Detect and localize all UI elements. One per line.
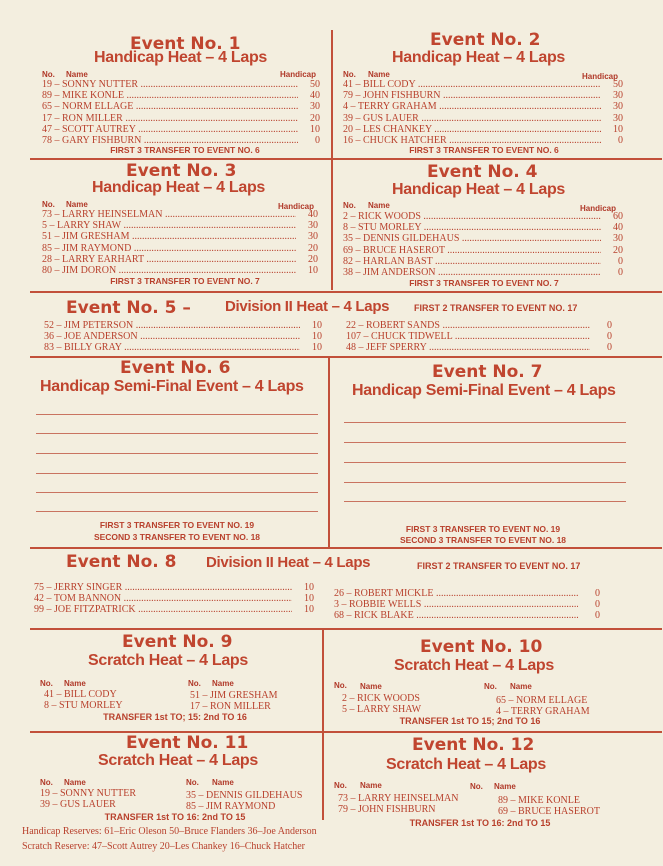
entry-name: 107 – CHUCK TIDWELL ..... (346, 331, 590, 342)
event-10-col-no: No. (334, 681, 347, 690)
event-7-title: Event No. 7 (432, 362, 543, 382)
entry-handicap: 30 (310, 101, 320, 113)
entry-handicap: 30 (308, 231, 318, 243)
entry-name: 79 – JOHN FISHBURN ..... (343, 90, 601, 101)
entry-handicap: 10 (304, 604, 314, 616)
entry-name: 39 – GUS LAUER ..... (343, 113, 601, 124)
entry-handicap: 10 (613, 123, 623, 135)
event-4-entry (343, 256, 623, 267)
entry-handicap: 30 (613, 90, 623, 102)
event-2-col-name: Name (368, 70, 390, 79)
event-2-col-no: No. (343, 70, 356, 79)
divider-1 (30, 158, 662, 160)
event-12-col-no: No. (334, 781, 347, 790)
event-8-entry (334, 610, 600, 621)
event-3-subtitle: Handicap Heat – 4 Laps (92, 179, 266, 196)
event-6-title: Event No. 6 (120, 358, 231, 378)
event-11-entry: 35 – DENNIS GILDEHAUS (186, 790, 303, 801)
entry-handicap: 20 (308, 242, 318, 254)
event-8-title: Event No. 8 (66, 552, 177, 572)
event-8-entry (334, 588, 600, 599)
entry-name: 26 – ROBERT MICKLE ..... (334, 588, 578, 599)
event-9-entry: 8 – STU MORLEY (44, 700, 123, 712)
event-4-col-no: No. (343, 201, 356, 210)
event-10-entries-right (496, 695, 590, 717)
entry-handicap: 30 (613, 112, 623, 124)
entry-handicap: 50 (310, 79, 320, 90)
entry-handicap: 10 (304, 593, 314, 605)
event-11-col-name: Name (64, 778, 86, 787)
event-12-entry: 79 – JOHN FISHBURN (338, 804, 436, 816)
event-1-subtitle: Handicap Heat – 4 Laps (94, 49, 268, 66)
event-6-blank-line-3 (36, 453, 318, 454)
event-6-subtitle: Handicap Semi-Final Event – 4 Laps (40, 378, 304, 395)
event-7-blank-line-4 (344, 482, 626, 483)
event-10-entry: 5 – LARRY SHAW (342, 704, 422, 716)
event-12-entries-right (498, 795, 600, 817)
event-9-entry: 17 – RON MILLER (190, 701, 271, 713)
event-3-entry (42, 220, 318, 231)
entry-name: 19 – SONNY NUTTER ..... (42, 79, 298, 90)
event-9-col-name-2: Name (212, 679, 234, 688)
event-1-col-handicap: Handicap (280, 70, 317, 79)
event-9-subtitle: Scratch Heat – 4 Laps (88, 652, 248, 669)
entry-name: 51 – JIM GRESHAM ..... (42, 231, 296, 242)
event-5-entry (346, 331, 612, 342)
event-9-col-name: Name (64, 679, 86, 688)
entry-handicap: 10 (312, 331, 322, 343)
entry-name: 73 – LARRY HEINSELMAN ..... (42, 209, 296, 220)
entry-name: 17 – RON MILLER ..... (42, 113, 298, 124)
event-1-col-name: Name (66, 70, 88, 79)
entry-handicap: 30 (613, 233, 623, 245)
event-11-col-no: No. (40, 778, 53, 787)
event-5-entry (44, 320, 322, 331)
event-4-entry (343, 245, 623, 256)
event-12-col-no-2: No. (470, 782, 483, 791)
entry-handicap: 30 (613, 101, 623, 113)
scratch-reserve: Scratch Reserve: 47–Scott Autrey 20–Les Chankey 16–Chuck Hatcher (22, 841, 305, 852)
event-12-entry: 69 – BRUCE HASEROT (498, 806, 600, 818)
entry-name: 83 – BILLY GRAY ..... (44, 342, 300, 353)
event-1-entry (42, 124, 320, 135)
event-1-transfer: FIRST 3 TRANSFER TO EVENT NO. 6 (110, 145, 260, 155)
event-12-entry: 89 – MIKE KONLE (498, 795, 580, 806)
entry-name: 68 – RICK BLAKE ..... (334, 610, 578, 621)
divider-4 (30, 547, 662, 549)
event-9-entries-right (190, 690, 278, 712)
divider-2 (30, 291, 662, 293)
event-9-title: Event No. 9 (122, 632, 233, 652)
event-8-transfer: FIRST 2 TRANSFER TO EVENT NO. 17 (417, 561, 581, 571)
entry-handicap: 0 (618, 266, 623, 278)
event-2-entry (343, 90, 623, 101)
event-10-col-name: Name (360, 682, 382, 691)
entry-name: 22 – ROBERT SANDS ..... (346, 320, 590, 331)
event-11-col-name-2: Name (212, 778, 234, 787)
entry-handicap: 0 (595, 599, 600, 611)
entry-handicap: 20 (308, 253, 318, 265)
event-11-entries-right (186, 790, 302, 812)
entry-handicap: 60 (613, 211, 623, 222)
divider-5 (30, 628, 662, 630)
event-10-col-name-2: Name (510, 682, 532, 691)
event-3-entry (42, 231, 318, 242)
event-5-entries-right (346, 320, 612, 354)
entry-handicap: 50 (613, 79, 623, 90)
event-10-transfer: TRANSFER 1st TO 15; 2nd TO 16 (399, 716, 541, 726)
event-3-transfer: FIRST 3 TRANSFER TO EVENT NO. 7 (110, 276, 260, 286)
entry-name: 48 – JEFF SPERRY ..... (346, 342, 590, 353)
event-4-transfer: FIRST 3 TRANSFER TO EVENT NO. 7 (409, 278, 559, 288)
entry-handicap: 0 (315, 134, 320, 146)
entry-handicap: 30 (308, 220, 318, 232)
event-10-title: Event No. 10 (420, 637, 543, 657)
entry-name: 8 – STU MORLEY ..... (343, 222, 601, 233)
event-3-title: Event No. 3 (126, 161, 237, 181)
event-6-blank-line-2 (36, 433, 318, 434)
divider-vertical-top (331, 30, 333, 290)
event-9-col-no: No. (40, 679, 53, 688)
event-8-entry (334, 599, 600, 610)
event-12-title: Event No. 12 (412, 735, 535, 755)
entry-name: 3 – ROBBIE WELLS ..... (334, 599, 578, 610)
event-11-col-no-2: No. (186, 778, 199, 787)
event-6-blank-line-1 (36, 414, 318, 415)
entry-handicap: 0 (607, 331, 612, 343)
entry-name: 47 – SCOTT AUTREY ..... (42, 124, 298, 135)
event-1-title: Event No. 1 (130, 34, 241, 54)
event-2-entry (343, 124, 623, 135)
event-11-entry: 19 – SONNY NUTTER (40, 788, 137, 799)
entry-name: 2 – RICK WOODS ..... (343, 211, 601, 222)
event-10-entries-left (342, 693, 421, 715)
event-5-entry (44, 331, 322, 342)
event-6-blank-line-4 (36, 473, 318, 474)
event-3-entries (42, 209, 318, 276)
entry-name: 99 – JOE FITZPATRICK ..... (34, 604, 292, 615)
event-3-col-handicap: Handicap (278, 202, 315, 211)
event-4-col-name: Name (368, 201, 390, 210)
event-5-entry (44, 342, 322, 353)
event-1-entry (42, 90, 320, 101)
event-9-transfer: TRANSFER 1st TO; 15: 2nd TO 16 (103, 712, 247, 722)
event-9-entries-left (44, 689, 123, 711)
divider-6 (30, 731, 662, 733)
event-8-entries-left (34, 582, 314, 616)
event-2-transfer: FIRST 3 TRANSFER TO EVENT NO. 6 (409, 145, 559, 155)
event-1-col-no: No. (42, 70, 55, 79)
event-5-entry (346, 342, 612, 353)
event-4-entry (343, 211, 623, 222)
event-8-entry (34, 604, 314, 615)
event-12-entry: 73 – LARRY HEINSELMAN (338, 793, 459, 804)
event-8-entry (34, 582, 314, 593)
entry-name: 4 – TERRY GRAHAM ..... (343, 101, 601, 112)
entry-name: 35 – DENNIS GILDEHAUS ..... (343, 233, 601, 244)
event-9-entry: 51 – JIM GRESHAM (190, 690, 278, 701)
entry-name: 28 – LARRY EARHART ..... (42, 254, 296, 265)
divider-vertical-mid (328, 358, 330, 548)
entry-name: 80 – JIM DORON ..... (42, 265, 296, 276)
entry-handicap: 0 (618, 134, 623, 146)
entry-name: 36 – JOE ANDERSON ..... (44, 331, 300, 342)
event-2-subtitle: Handicap Heat – 4 Laps (392, 49, 566, 66)
event-1-entry (42, 79, 320, 90)
event-4-entry (343, 222, 623, 233)
event-9-entry: 41 – BILL CODY (44, 689, 117, 700)
event-6-transfer-2: SECOND 3 TRANSFER TO EVENT NO. 18 (93, 532, 261, 542)
entry-handicap: 0 (607, 320, 612, 331)
event-6-transfer-1: FIRST 3 TRANSFER TO EVENT NO. 19 (99, 520, 255, 530)
event-11-title: Event No. 11 (126, 733, 249, 753)
entry-name: 89 – MIKE KONLE ..... (42, 90, 298, 101)
event-7-blank-line-5 (344, 501, 626, 502)
event-10-entry: 2 – RICK WOODS (342, 693, 420, 704)
entry-handicap: 0 (595, 588, 600, 599)
entry-handicap: 0 (595, 610, 600, 622)
event-7-subtitle: Handicap Semi-Final Event – 4 Laps (352, 382, 616, 399)
event-12-entries-left (338, 793, 458, 815)
event-7-blank-line-1 (344, 422, 626, 423)
entry-handicap: 10 (312, 320, 322, 331)
event-5-entry (346, 320, 612, 331)
event-2-col-handicap: Handicap (582, 72, 619, 81)
entry-name: 65 – NORM ELLAGE ..... (42, 101, 298, 112)
event-4-entries (343, 211, 623, 278)
event-8-entries-right (334, 588, 600, 622)
event-7-blank-line-3 (344, 462, 626, 463)
event-2-entry (343, 79, 623, 90)
entry-name: 16 – CHUCK HATCHER ..... (343, 135, 601, 146)
entry-handicap: 10 (310, 123, 320, 135)
entry-name: 85 – JIM RAYMOND ..... (42, 243, 296, 254)
entry-handicap: 40 (308, 209, 318, 220)
entry-name: 52 – JIM PETERSON ..... (44, 320, 300, 331)
entry-handicap: 10 (304, 582, 314, 593)
event-10-subtitle: Scratch Heat – 4 Laps (394, 657, 554, 674)
event-6-blank-line-6 (36, 511, 318, 512)
event-4-entry (343, 267, 623, 278)
event-11-subtitle: Scratch Heat – 4 Laps (98, 752, 258, 769)
event-11-transfer: TRANSFER 1st TO 16: 2nd TO 15 (104, 812, 246, 822)
entry-name: 5 – LARRY SHAW ..... (42, 220, 296, 231)
event-4-title: Event No. 4 (427, 162, 538, 182)
event-11-entry: 85 – JIM RAYMOND (186, 801, 276, 813)
entry-handicap: 0 (607, 342, 612, 354)
entry-handicap: 20 (613, 244, 623, 256)
event-3-col-no: No. (42, 200, 55, 209)
entry-name: 38 – JIM ANDERSON ..... (343, 267, 601, 278)
event-5-title: Event No. 5 – (66, 298, 191, 318)
event-12-col-name-2: Name (494, 782, 516, 791)
event-2-entries (343, 79, 623, 146)
event-11-entry: 39 – GUS LAUER (40, 799, 116, 811)
event-5-subtitle: Division II Heat – 4 Laps (225, 298, 390, 315)
event-3-entry (42, 254, 318, 265)
entry-handicap: 10 (308, 264, 318, 276)
event-12-col-name: Name (360, 781, 382, 790)
entry-handicap: 40 (310, 90, 320, 102)
event-12-subtitle: Scratch Heat – 4 Laps (386, 756, 546, 773)
event-9-col-no-2: No. (188, 679, 201, 688)
event-10-entry: 65 – NORM ELLAGE (496, 695, 588, 706)
event-7-transfer-1: FIRST 3 TRANSFER TO EVENT NO. 19 (405, 524, 561, 534)
event-5-transfer: FIRST 2 TRANSFER TO EVENT NO. 17 (414, 303, 578, 313)
event-7-blank-line-2 (344, 442, 626, 443)
divider-vertical-bottom (322, 630, 324, 820)
event-10-entry: 4 – TERRY GRAHAM (496, 706, 590, 718)
event-4-subtitle: Handicap Heat – 4 Laps (392, 181, 566, 198)
event-3-col-name: Name (66, 200, 88, 209)
event-3-entry (42, 209, 318, 220)
entry-name: 78 – GARY FISHBURN ..... (42, 135, 298, 146)
event-2-title: Event No. 2 (430, 30, 541, 50)
event-2-entry (343, 101, 623, 112)
event-10-col-no-2: No. (484, 682, 497, 691)
event-2-entry (343, 113, 623, 124)
event-4-col-handicap: Handicap (580, 204, 617, 213)
handicap-reserves: Handicap Reserves: 61–Eric Oleson 50–Bruce Flanders 36–Joe Anderson (22, 826, 317, 837)
entry-name: 82 – HARLAN BAST ..... (343, 256, 601, 267)
entry-handicap: 20 (310, 112, 320, 124)
event-1-entry (42, 113, 320, 124)
entry-handicap: 0 (618, 255, 623, 267)
event-8-subtitle: Division II Heat – 4 Laps (206, 554, 371, 571)
event-1-entries (42, 79, 320, 146)
event-6-blank-line-5 (36, 492, 318, 493)
event-5-entries-left (44, 320, 322, 354)
event-7-transfer-2: SECOND 3 TRANSFER TO EVENT NO. 18 (399, 535, 567, 545)
entry-name: 20 – LES CHANKEY ..... (343, 124, 601, 135)
entry-handicap: 40 (613, 222, 623, 234)
event-3-entry (42, 265, 318, 276)
entry-name: 69 – BRUCE HASEROT ..... (343, 245, 601, 256)
event-4-entry (343, 233, 623, 244)
entry-handicap: 10 (312, 342, 322, 354)
entry-name: 41 – BILL CODY ..... (343, 79, 601, 90)
event-12-transfer: TRANSFER 1st TO 16: 2nd TO 15 (409, 818, 551, 828)
event-11-entries-left (40, 788, 136, 810)
event-3-entry (42, 243, 318, 254)
entry-name: 42 – TOM BANNON ..... (34, 593, 292, 604)
event-1-entry (42, 101, 320, 112)
entry-name: 75 – JERRY SINGER ..... (34, 582, 292, 593)
event-8-entry (34, 593, 314, 604)
